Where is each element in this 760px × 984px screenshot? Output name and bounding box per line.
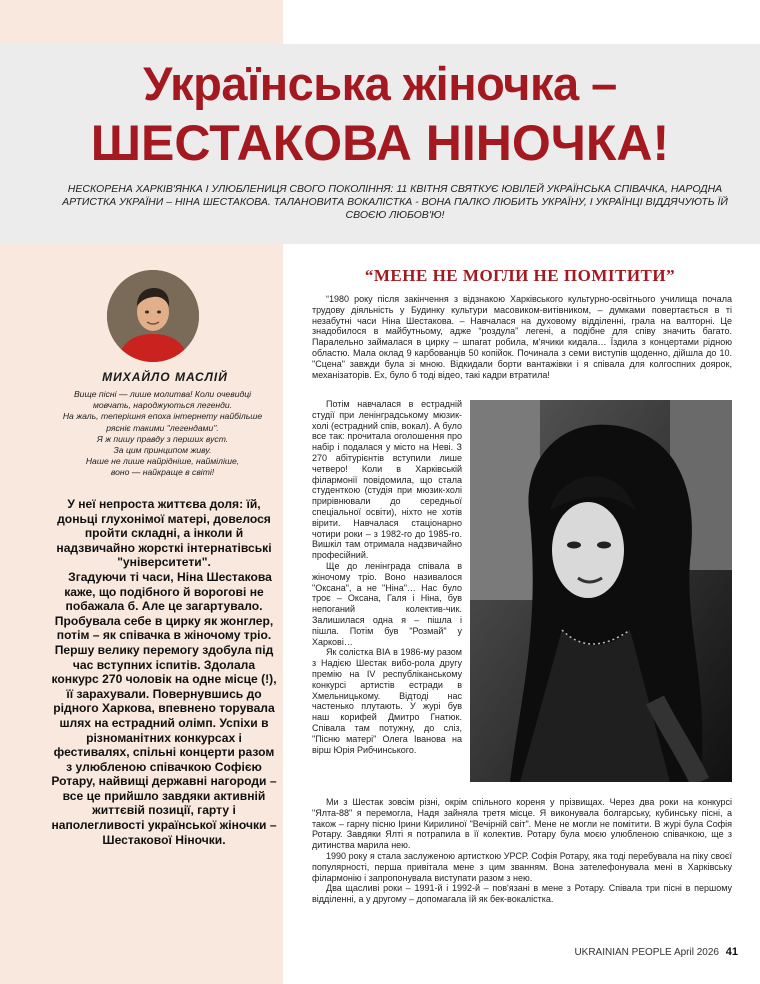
- epigraph-line: Наше не лише найрідніше, найміліше,: [85, 456, 240, 467]
- epigraph-line: За цим принципом живу.: [113, 445, 212, 456]
- sidebar-paragraph: У неї непроста життєва доля: їй, доньці глухонімої матері, довелося пройти складні, а інколи й надзвичайно жорсткі інтернатівські "університети".: [56, 497, 272, 570]
- article-paragraph: “1980 року після закінчення з відзнакою Харківського культурно-освітнього училища почала трудову діяльність у Будинку культури масовиком-витівником, – думками повертається в ті незабутні часи Ніна Шестакова. – Навчалася на духовому відділенні, грала на валторні. Це знадобилося в майбутньому, адже “роздула” легені, а подібне для співу значить багато. Паралельно займалася в цирку – шпагат робила, м'ячики кидала… Їздила з концертами рідною областю. Мала оклад 9 карбованців 50 копійок. Починала з семи виступів щоденно, дійшла до 10. "Сцена" завжди була зі мною. Відкидали борти вантажівки і я співала для колгоспних доярок, механізаторів. Ех, було б тоді відео, такі кадри втратила!: [312, 294, 732, 380]
- author-portrait-image: [107, 270, 199, 362]
- page-footer: [574, 946, 738, 958]
- singer-photo: [470, 400, 732, 782]
- epigraph-line: На жаль, теперішня епоха інтернету найбільше: [62, 411, 263, 422]
- sidebar-intro-text: [50, 497, 278, 847]
- epigraph-line: Я ж пишу правду з перших вуст.: [96, 433, 229, 444]
- article-paragraph: Ми з Шестак зовсім різні, окрім спільного кореня у прізвищах. Через два роки на конкурсі "Ялта-88" я перемогла, Надя зайняла третя місце. Я виконувала болгарську, кубинську пісні, а також – гарну пісню Ірини Кирилиної "Вечірній світ". Мене не могли не помітити. В журі була Софія Ротару. Завдяки Ялті я потрапила в її колектив. Ротару була моєю улюбленою співачкою, ще з дитинства марила нею.: [312, 797, 732, 851]
- lead-paragraph: НЕСКОРЕНА ХАРКІВ'ЯНКА І УЛЮБЛЕНИЦЯ СВОГО ПОКОЛІННЯ: 11 КВІТНЯ СВЯТКУЄ ЮВІЛЕЙ УКРАЇНСЬКА СПІВАЧКА, НАРОДНА АРТИСТКА УКРАЇНИ – НІНА ШЕСТАКОВА. ТАЛАНОВИТА ВОКАЛІСТКА - ВОНА ПАЛКО ЛЮБИТЬ УКРАЇНУ, І УКРАЇНЦІ ВІДДЯЧУЮТЬ ЇЙ СВОЄЮ ЛЮБОВ'Ю!: [62, 183, 728, 221]
- epigraph-line: рясніє такими "легендами".: [106, 422, 219, 433]
- article-paragraph: Як солістка ВІА в 1986-му разом з Надією Шестак вибо-рола другу премію на IV республіканському конкурсі артистів естради в Хмельницькому. Відтоді нас частенько плутають. У журі був наш корифей Дмитро Гнатюк. Співала там потужну, до сліз, "Пісню матері" Олега Іванова на вірш Юрія Рибчинського.: [312, 647, 462, 755]
- magazine-name: UKRAINIAN PEOPLE: [574, 947, 672, 958]
- article-paragraph: Потім навчалася в естрадній студії при ленінградському мюзик-холі (естрадний спів, вокал). А було все так: прочитала оголошення про набір і подалася у місто на Неві. З 270 абітурієнтів вступили лише четверо! Коли в Харківській філармонії повідомила, що стала студенткою (студія при мюзик-холі прирівнювали до середньої спеціальної освіти), ніхто не хотів вірити. Навчалася стаціонарно чотири роки – з 1982-го до 1985-го. Вишкіл там отримала надзвичайно професійний.: [312, 399, 462, 561]
- section-heading: “МЕНЕ НЕ МОГЛИ НЕ ПОМІТИТИ”: [364, 266, 676, 285]
- article-paragraph: 1990 року я стала заслуженою артисткою УРСР. Софія Ротару, яка тоді перебувала на піку своєї популярності, перша привітала мене з цим званням. Вона зателефонувала мені в Харківську філармонію і запропонувала виступати разом з нею.: [312, 850, 732, 883]
- singer-portrait-image: [470, 400, 732, 782]
- epigraph-line: воно — найкраще в світі!: [110, 467, 215, 478]
- author-name: МИХАЙЛО МАСЛІЙ: [102, 370, 228, 384]
- page-number: 41: [725, 946, 738, 958]
- page-title-line2: ШЕСТАКОВА НІНОЧКА!: [90, 115, 670, 171]
- article-narrow-column: [312, 399, 462, 755]
- issue-date: April 2026: [673, 947, 719, 958]
- article-paragraph: Ще до ленінграда співала в жіночому тріо. Воно називалося "Оксана", а не "Ніна"… Нас було троє – Оксана, Галя і Ніна, був непоганий колектив-чик. Залишилася одна я – пішла і пішла. Потім був "Розмай" у Харкові…: [312, 560, 462, 647]
- page-title-line1: Українська жіночка –: [143, 57, 617, 110]
- article-outro: [312, 797, 732, 905]
- epigraph-line: мовчать, народжуються легенди.: [92, 400, 233, 411]
- article-paragraph: Два щасливі роки – 1991-й і 1992-й – пов'язані в мене з Ротару. Співала три пісні в першому відділенні, а у другому – допомагала їй як бек-вокалістка.: [312, 883, 732, 905]
- sidebar-paragraph: Згадуючи ті часи, Ніна Шестакова каже, що подібного й ворогові не побажала б. Але це загартувало. Пробувала себе в цирку як жонглер, потім – як співачка в жіночому тріо. Першу велику перемогу здобула під час вступних іспитів. Здолала конкурс 270 чоловік на одне місце (!), її зарахували. Повернувшись до рідного Харкова, впевнено торувала шлях на естрадний олімп. Успіхи в різноманітних конкурсах і фестивалях, спільні концерти разом з улюбленою співачкою Софією Ротару, найвищі державні нагороди – все це прийшло завдяки активній життєвій позиції, гарту і наполегливості української жіночки – Шестакової Ніночки.: [51, 569, 277, 847]
- author-avatar: [107, 270, 199, 362]
- author-epigraph: [50, 389, 275, 479]
- epigraph-line: Вище пісні — лише молитва! Коли очевидці: [73, 389, 252, 399]
- article-intro: [312, 294, 732, 380]
